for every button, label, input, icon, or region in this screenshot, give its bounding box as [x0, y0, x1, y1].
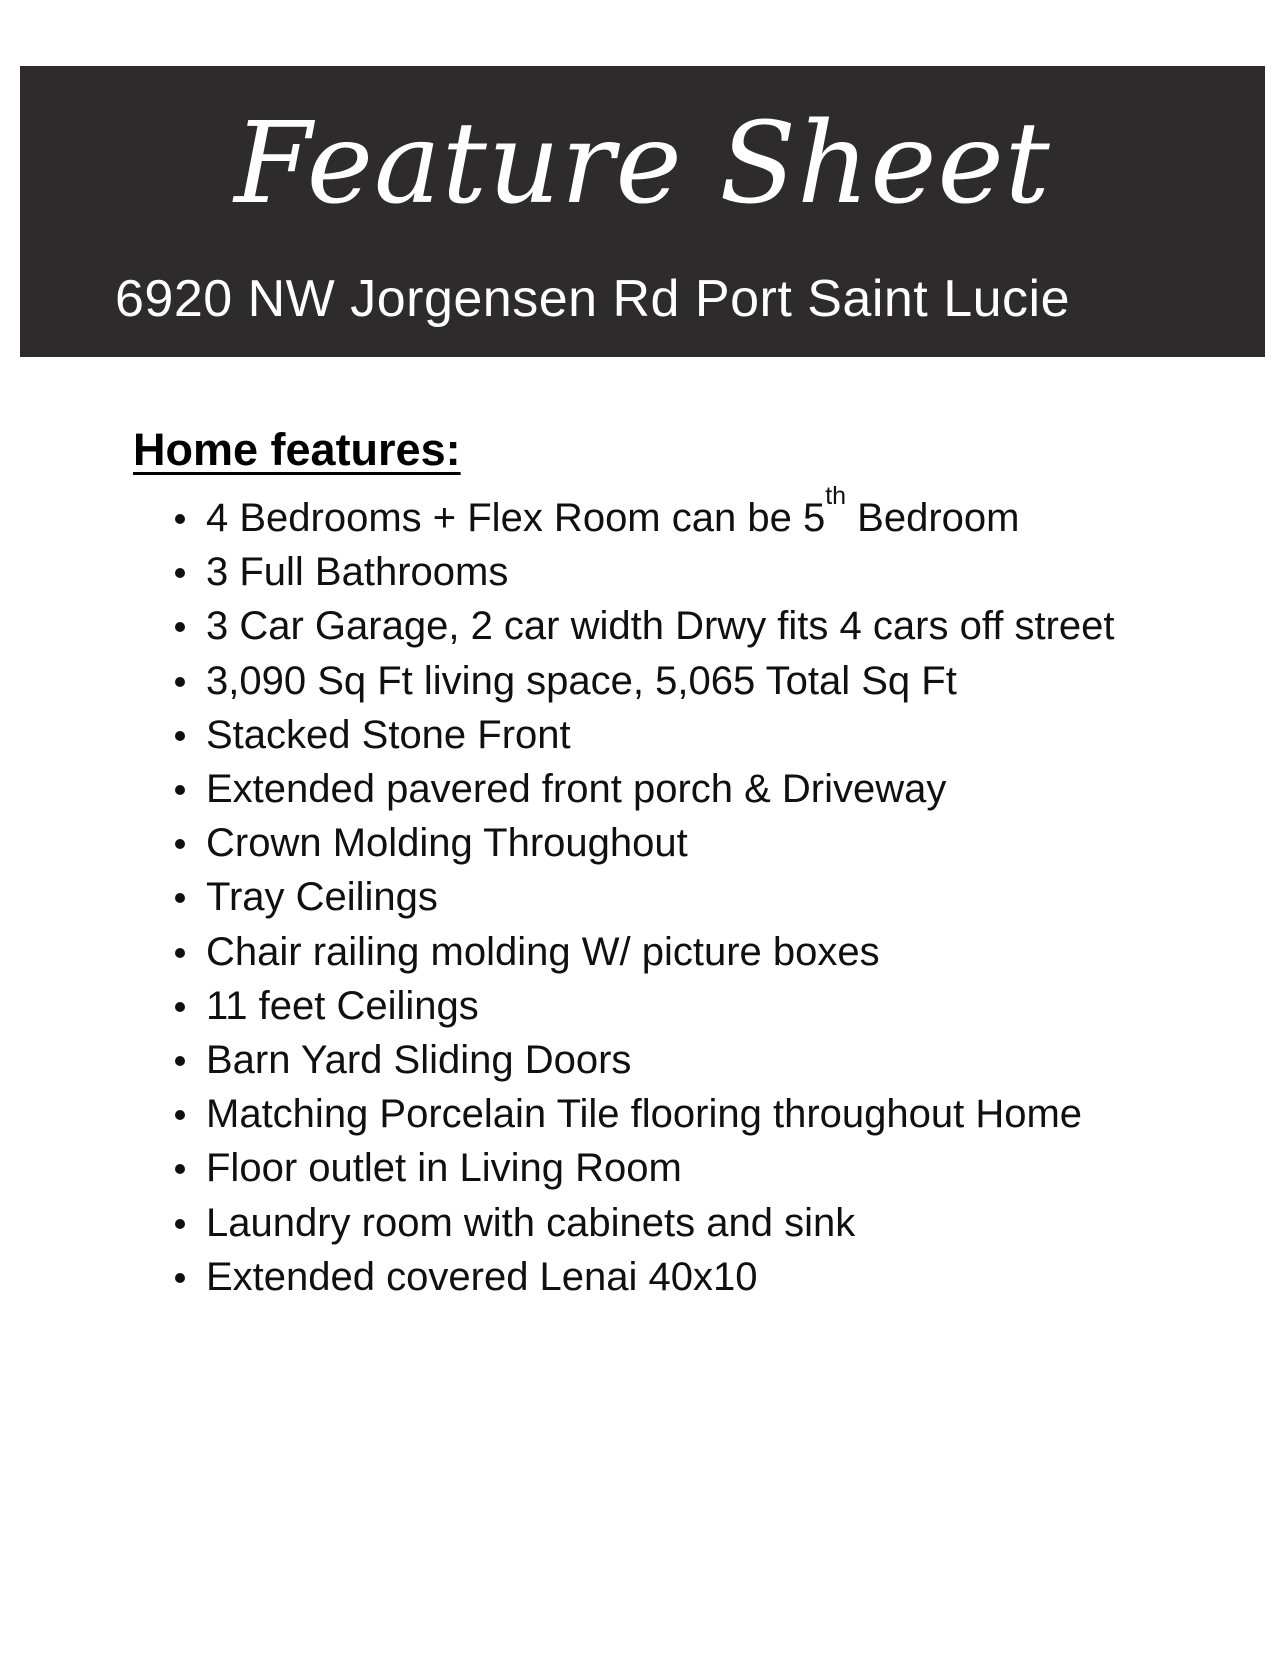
feature-item	[175, 1141, 1114, 1195]
feature-item-text: Tray Ceilings	[206, 875, 438, 920]
bullet-icon	[175, 1002, 185, 1012]
bullet-icon	[175, 1110, 185, 1120]
feature-item-text: Laundry room with cabinets and sink	[206, 1200, 856, 1245]
feature-item-text: Barn Yard Sliding Doors	[206, 1038, 632, 1083]
bullet-icon	[175, 785, 185, 795]
home-features-heading: Home features:	[133, 424, 461, 475]
bullet-icon	[175, 893, 185, 903]
feature-item-text: Stacked Stone Front	[206, 712, 571, 757]
feature-item	[175, 925, 1114, 979]
feature-item-text: Extended pavered front porch & Driveway	[206, 767, 947, 812]
bullet-icon	[175, 1273, 185, 1283]
script-title: Feature Sheet	[234, 99, 1051, 229]
feature-item	[175, 1087, 1114, 1141]
bullet-icon	[175, 622, 185, 632]
feature-item-text: 3 Full Bathrooms	[206, 550, 509, 595]
feature-item-text: Floor outlet in Living Room	[206, 1146, 682, 1191]
bullet-icon	[175, 839, 185, 849]
feature-item-text: Extended covered Lenai 40x10	[206, 1254, 758, 1299]
feature-item	[175, 762, 1114, 816]
feature-item-text: Chair railing molding W/ picture boxes	[206, 929, 880, 974]
feature-item-text: 11 feet Ceilings	[206, 983, 479, 1028]
bullet-icon	[175, 731, 185, 741]
feature-item	[175, 1196, 1114, 1250]
feature-item	[175, 979, 1114, 1033]
feature-item	[175, 599, 1114, 653]
feature-item-text: 3,090 Sq Ft living space, 5,065 Total Sq Ft	[206, 658, 957, 703]
features-list	[175, 481, 1115, 1304]
feature-item	[175, 816, 1114, 870]
feature-item	[175, 545, 1114, 599]
feature-item-text: Matching Porcelain Tile flooring throughout Home	[206, 1092, 1083, 1137]
feature-item-text: Crown Molding Throughout	[206, 821, 688, 866]
bullet-icon	[175, 568, 185, 578]
feature-item	[175, 870, 1114, 924]
bullet-icon	[175, 1164, 185, 1174]
bullet-icon	[175, 514, 185, 524]
property-address: 6920 NW Jorgensen Rd Port Saint Lucie	[115, 270, 1071, 328]
bullet-icon	[175, 948, 185, 958]
bullet-icon	[175, 677, 185, 687]
superscript-text: th	[825, 481, 847, 510]
feature-item	[175, 654, 1114, 708]
bullet-icon	[175, 1056, 185, 1066]
feature-item-text: 4 Bedrooms + Flex Room can be 5th Bedroom	[206, 481, 1020, 540]
feature-item	[175, 708, 1114, 762]
feature-item	[175, 481, 1114, 545]
feature-item-text: 3 Car Garage, 2 car width Drwy fits 4 cars off street	[206, 604, 1115, 649]
feature-item	[175, 1250, 1114, 1304]
bullet-icon	[175, 1219, 185, 1229]
header-banner	[20, 66, 1265, 357]
feature-item	[175, 1033, 1114, 1087]
